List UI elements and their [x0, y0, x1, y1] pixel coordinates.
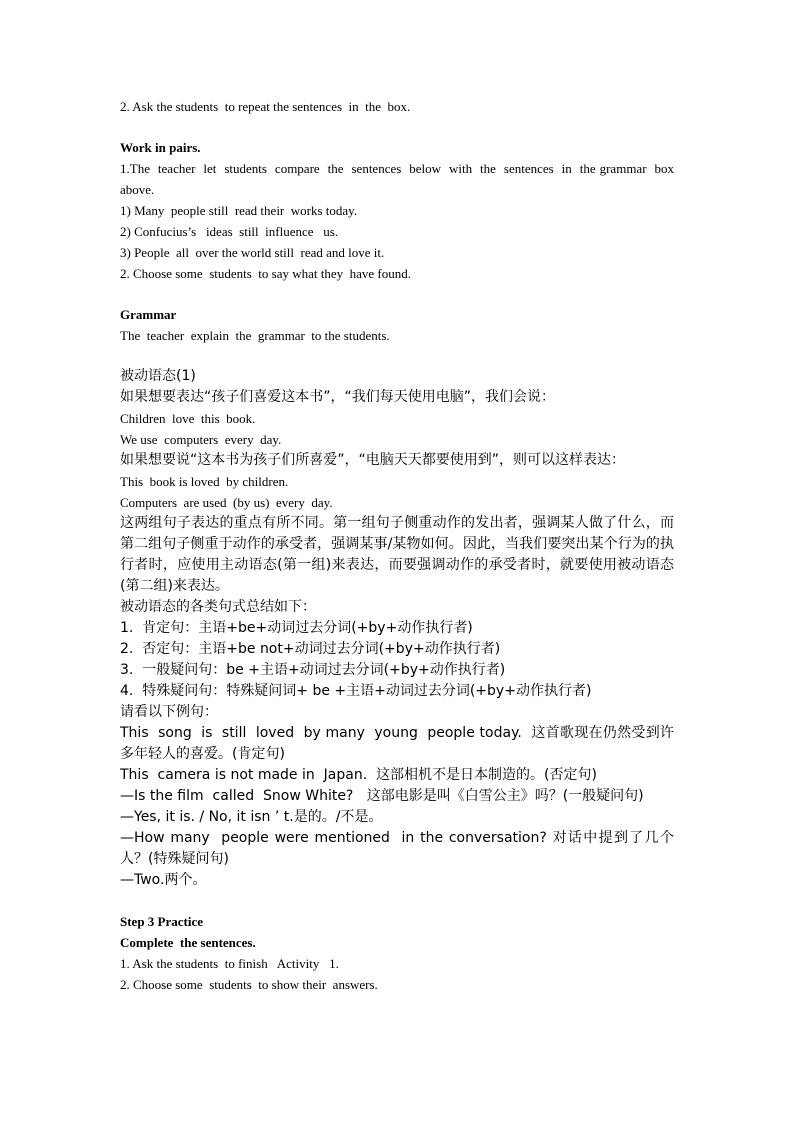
sentence-6: —Two.两个。	[120, 872, 207, 888]
document-page	[120, 96, 678, 995]
work-in-pairs-heading: Work in pairs.	[120, 140, 201, 155]
example-2: We use computers every day.	[120, 432, 282, 447]
sentence-3: —Is the film called Snow White? 这部电影是叫《白雪公主》吗？(一般疑问句)	[120, 788, 644, 804]
grammar-line-2: 如果想要说“这本书为孩子们所喜爱”，“电脑天天都要使用到”，则可以这样表达：	[120, 452, 626, 468]
practice-item-1: 1. Ask the students to finish Activity 1.	[120, 956, 339, 971]
form-3: 3. 一般疑问句：be +主语+动词过去分词(+by+动作执行者)	[120, 662, 506, 678]
sentence-4: —Yes, it is. / No, it isn ’ t.是的。/不是。	[120, 809, 383, 825]
pairs-item-3: 3) People all over the world still read and love it.	[120, 245, 385, 260]
grammar-heading: Grammar	[120, 307, 177, 322]
grammar-title: 被动语态(1)	[120, 368, 196, 384]
examples-label: 请看以下例句：	[120, 704, 218, 720]
grammar-summary-label: 被动语态的各类句式总结如下：	[120, 599, 316, 615]
practice-subheading: Complete the sentences.	[120, 935, 256, 950]
sentence-2: This camera is not made in Japan. 这部相机不是日本制造的。(否定句)	[120, 767, 597, 783]
pairs-item-2: 2) Confucius’s ideas still influence us.	[120, 224, 339, 239]
pairs-item-1: 1) Many people still read their works today.	[120, 203, 358, 218]
practice-heading: Step 3 Practice	[120, 914, 204, 929]
form-1: 1. 肯定句：主语+be+动词过去分词(+by+动作执行者)	[120, 620, 473, 636]
example-4: Computers are used (by us) every day.	[120, 495, 333, 510]
grammar-paragraph: 这两组句子表达的重点有所不同。第一组句子侧重动作的发出者，强调某人做了什么，而第二组句子侧重于动作的承受者，强调某事/某物如何。因此，当我们要突出某个行为的执行者时，应使用主动语态(第一组)来表达，而要强调动作的承受者时，就要使用被动语态(第二组)来表达。	[120, 515, 674, 594]
pairs-instruction: 1.The teacher let students compare the sentences below with the sentences in the grammar box above.	[120, 161, 678, 197]
form-2: 2. 否定句：主语+be not+动词过去分词(+by+动作执行者)	[120, 641, 501, 657]
example-1: Children love this book.	[120, 411, 256, 426]
sentence-1: This song is still loved by many young people today. 这首歌现在仍然受到许多年轻人的喜爱。(肯定句)	[120, 725, 674, 762]
form-4: 4. 特殊疑问句：特殊疑问词+ be +主语+动词过去分词(+by+动作执行者)	[120, 683, 592, 699]
example-3: This book is loved by children.	[120, 474, 289, 489]
sentence-5: —How many people were mentioned in the conversation? 对话中提到了几个人？(特殊疑问句)	[120, 830, 674, 867]
practice-item-2: 2. Choose some students to show their answers.	[120, 977, 378, 992]
grammar-intro: The teacher explain the grammar to the students.	[120, 328, 390, 343]
step2-line: 2. Ask the students to repeat the sentences in the box.	[120, 99, 411, 114]
grammar-line-1: 如果想要表达“孩子们喜爱这本书”，“我们每天使用电脑”，我们会说：	[120, 389, 556, 405]
pairs-item-4: 2. Choose some students to say what they have found.	[120, 266, 412, 281]
